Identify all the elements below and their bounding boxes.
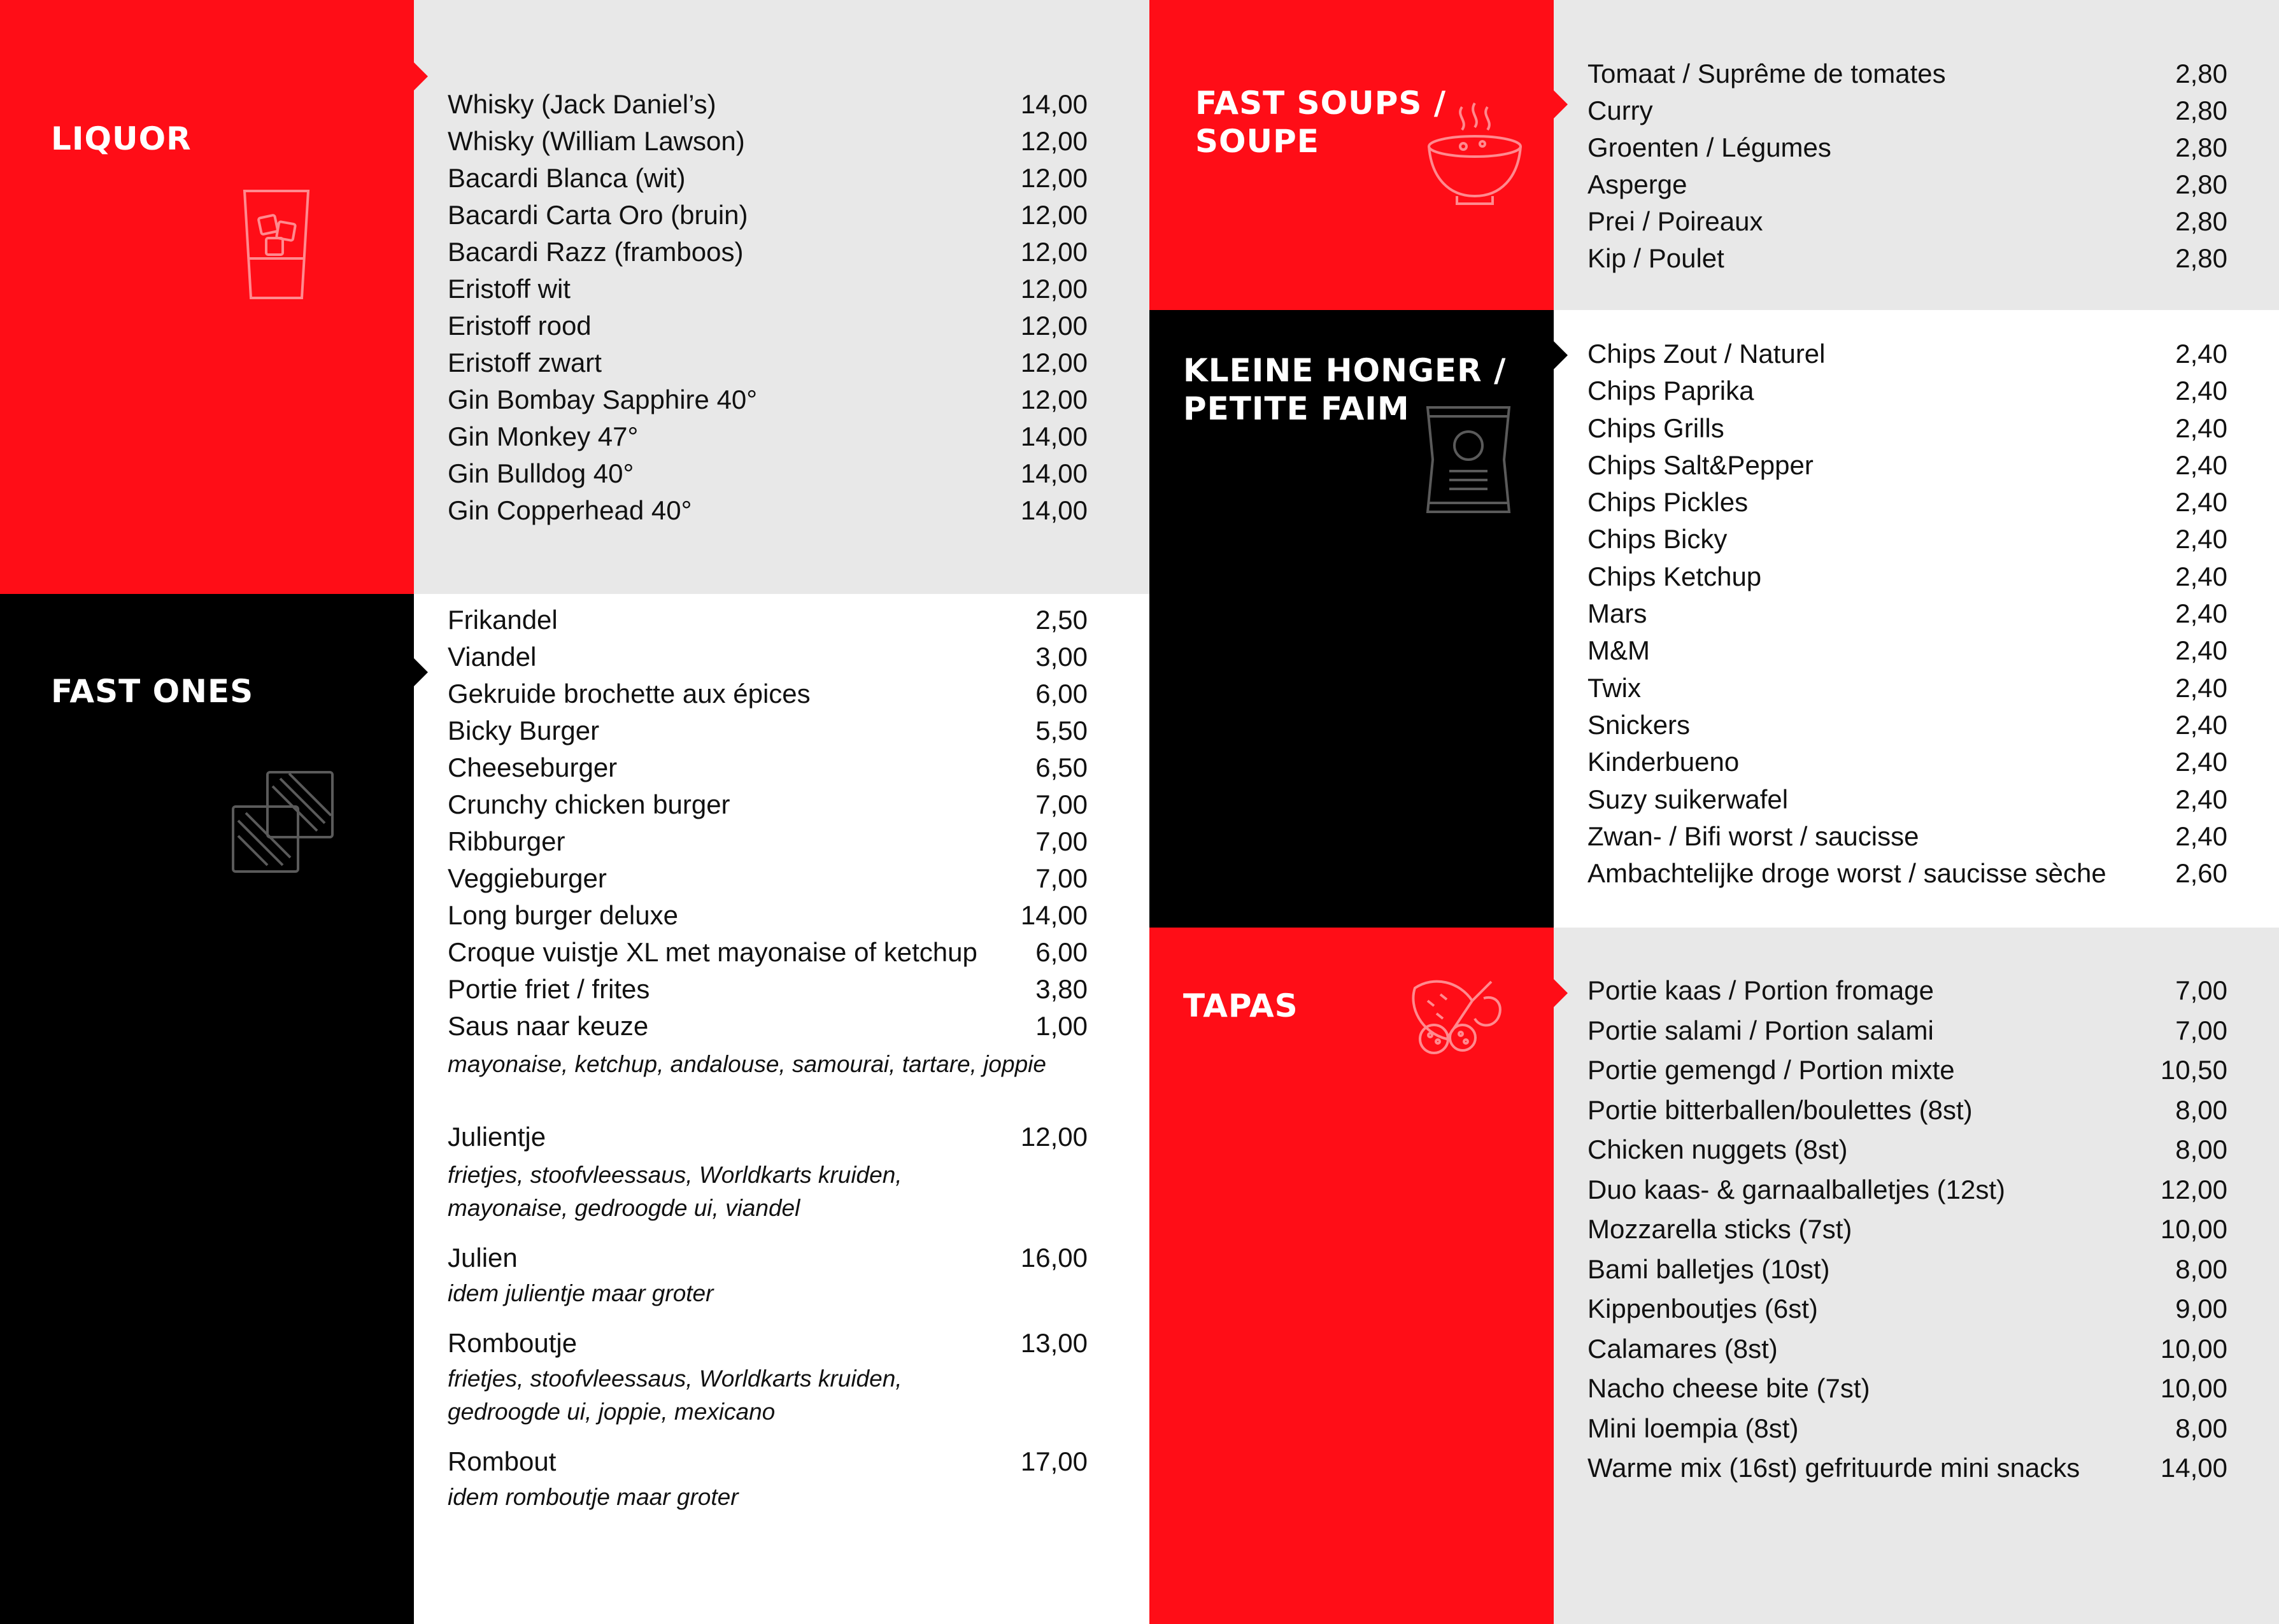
tapas-list xyxy=(1587,975,2227,1493)
soups-title-line2: SOUPE xyxy=(1195,123,1319,160)
tapas-item: Portie kaas / Portion fromage 7,00 xyxy=(1587,975,2227,1005)
kleine-honger-title-line2: PETITE FAIM xyxy=(1183,390,1410,427)
fast-ones-item: Croque vuistje XL met mayonaise of ketchup 6,00 xyxy=(448,937,1088,967)
liquor-item: Whisky (Jack Daniel’s) 14,00 xyxy=(448,89,1088,119)
special-desc: idem julientje maar groter xyxy=(448,1280,714,1306)
tapas-item: Mini loempia (8st) 8,00 xyxy=(1587,1413,2227,1443)
tapas-item: Bami balletjes (10st) 8,00 xyxy=(1587,1253,2227,1284)
snack-item: Twix 2,40 xyxy=(1587,672,2227,703)
special-desc: mayonaise, gedroogde ui, viandel xyxy=(448,1195,800,1221)
fast-ones-item: Gekruide brochette aux épices 6,00 xyxy=(448,679,1088,709)
special-item: Romboutje 13,00 xyxy=(448,1328,1088,1358)
soup-item: Prei / Poireaux 2,80 xyxy=(1587,206,2227,236)
liquor-item: Gin Monkey 47° 14,00 xyxy=(448,421,1088,451)
sandwich-icon xyxy=(228,767,337,877)
liquor-item: Bacardi Razz (framboos) 12,00 xyxy=(448,237,1088,267)
snack-item: Mars 2,40 xyxy=(1587,598,2227,629)
fast-ones-item: Frikandel 2,50 xyxy=(448,605,1088,635)
tapas-title: TAPAS xyxy=(1183,987,1298,1024)
liquor-item: Bacardi Blanca (wit) 12,00 xyxy=(448,163,1088,193)
soup-item: Tomaat / Suprême de tomates 2,80 xyxy=(1587,59,2227,88)
soup-bowl-icon xyxy=(1424,102,1526,210)
fast-ones-title: FAST ONES xyxy=(51,673,254,710)
tapas-item: Mozzarella sticks (7st) 10,00 xyxy=(1587,1214,2227,1244)
tapas-item: Kippenboutjes (6st) 9,00 xyxy=(1587,1294,2227,1324)
liquor-item: Gin Bombay Sapphire 40° 12,00 xyxy=(448,385,1088,414)
liquor-item: Gin Bulldog 40° 14,00 xyxy=(448,458,1088,488)
whisky-glass-icon xyxy=(241,188,312,300)
fast-ones-item: Long burger deluxe 14,00 xyxy=(448,900,1088,930)
liquor-item: Whisky (William Lawson) 12,00 xyxy=(448,126,1088,156)
tapas-item: Portie gemengd / Portion mixte 10,50 xyxy=(1587,1055,2227,1085)
fast-ones-item: Portie friet / frites 3,80 xyxy=(448,974,1088,1004)
snack-item: Chips Pickles 2,40 xyxy=(1587,487,2227,518)
snack-item: Suzy suikerwafel 2,40 xyxy=(1587,784,2227,814)
soups-list xyxy=(1587,59,2227,280)
snack-item: Chips Zout / Naturel 2,40 xyxy=(1587,339,2227,369)
fast-ones-notch xyxy=(414,658,428,686)
soup-item: Asperge 2,80 xyxy=(1587,169,2227,199)
liquor-item: Eristoff rood 12,00 xyxy=(448,311,1088,341)
liquor-list xyxy=(448,89,1088,532)
special-item: Julien 16,00 xyxy=(448,1243,1088,1273)
liquor-title: LIQUOR xyxy=(51,120,192,157)
snack-item: Chips Bicky 2,40 xyxy=(1587,524,2227,554)
snack-item: Zwan- / Bifi worst / saucisse 2,40 xyxy=(1587,821,2227,851)
snack-item: M&M 2,40 xyxy=(1587,635,2227,666)
kleine-honger-list xyxy=(1587,339,2227,895)
soup-item: Curry 2,80 xyxy=(1587,95,2227,125)
liquor-item: Bacardi Carta Oro (bruin) 12,00 xyxy=(448,200,1088,230)
tapas-item: Calamares (8st) 10,00 xyxy=(1587,1333,2227,1364)
sauce-note: mayonaise, ketchup, andalouse, samourai, tartare, joppie xyxy=(448,1051,1046,1077)
tapas-item: Portie bitterballen/boulettes (8st) 8,00 xyxy=(1587,1094,2227,1125)
fast-ones-item: Cheeseburger 6,50 xyxy=(448,752,1088,782)
kleine-honger-title-line1: KLEINE HONGER / xyxy=(1183,352,1507,389)
snack-item: Chips Grills 2,40 xyxy=(1587,413,2227,443)
snack-item: Chips Ketchup 2,40 xyxy=(1587,561,2227,591)
special-desc: idem romboutje maar groter xyxy=(448,1484,739,1510)
snack-item: Ambachtelijke droge worst / saucisse sèche 2,60 xyxy=(1587,858,2227,889)
fast-ones-item: Crunchy chicken burger 7,00 xyxy=(448,789,1088,819)
fast-ones-list xyxy=(448,605,1088,1514)
tapas-item: Portie salami / Portion salami 7,00 xyxy=(1587,1015,2227,1045)
special-desc: frietjes, stoofvleessaus, Worldkarts kruiden, xyxy=(448,1162,902,1188)
liquor-item: Eristoff wit 12,00 xyxy=(448,274,1088,304)
fast-ones-header-panel xyxy=(0,594,414,1624)
special-item: Rombout 17,00 xyxy=(448,1446,1088,1476)
fast-ones-item: Veggieburger 7,00 xyxy=(448,863,1088,893)
snack-item: Chips Salt&Pepper 2,40 xyxy=(1587,449,2227,480)
soups-notch xyxy=(1554,90,1568,118)
snack-item: Kinderbueno 2,40 xyxy=(1587,747,2227,777)
snack-item: Snickers 2,40 xyxy=(1587,709,2227,740)
special-desc: gedroogde ui, joppie, mexicano xyxy=(448,1399,776,1425)
fast-ones-item: Bicky Burger 5,50 xyxy=(448,716,1088,745)
special-item: Julientje 12,00 xyxy=(448,1122,1088,1152)
soup-item: Kip / Poulet 2,80 xyxy=(1587,243,2227,273)
soups-title-line1: FAST SOUPS / xyxy=(1195,85,1447,122)
tapas-item: Nacho cheese bite (7st) 10,00 xyxy=(1587,1373,2227,1403)
special-desc: frietjes, stoofvleessaus, Worldkarts kruiden, xyxy=(448,1366,902,1392)
salami-icon xyxy=(1402,963,1509,1058)
snack-item: Chips Paprika 2,40 xyxy=(1587,376,2227,406)
soup-item: Groenten / Légumes 2,80 xyxy=(1587,132,2227,162)
chips-bag-icon xyxy=(1424,405,1513,514)
liquor-notch xyxy=(414,62,428,90)
fast-ones-item: Viandel 3,00 xyxy=(448,642,1088,672)
fast-ones-item: Ribburger 7,00 xyxy=(448,826,1088,856)
liquor-item: Eristoff zwart 12,00 xyxy=(448,348,1088,378)
kleine-honger-notch xyxy=(1554,341,1568,369)
tapas-item: Duo kaas- & garnaalballetjes (12st) 12,00 xyxy=(1587,1174,2227,1204)
liquor-header-panel xyxy=(0,0,414,594)
tapas-notch xyxy=(1554,979,1568,1007)
liquor-item: Gin Copperhead 40° 14,00 xyxy=(448,495,1088,525)
tapas-item: Chicken nuggets (8st) 8,00 xyxy=(1587,1134,2227,1164)
fast-ones-item: Saus naar keuze 1,00 xyxy=(448,1011,1088,1041)
tapas-item: Warme mix (16st) gefrituurde mini snacks 14,00 xyxy=(1587,1453,2227,1483)
